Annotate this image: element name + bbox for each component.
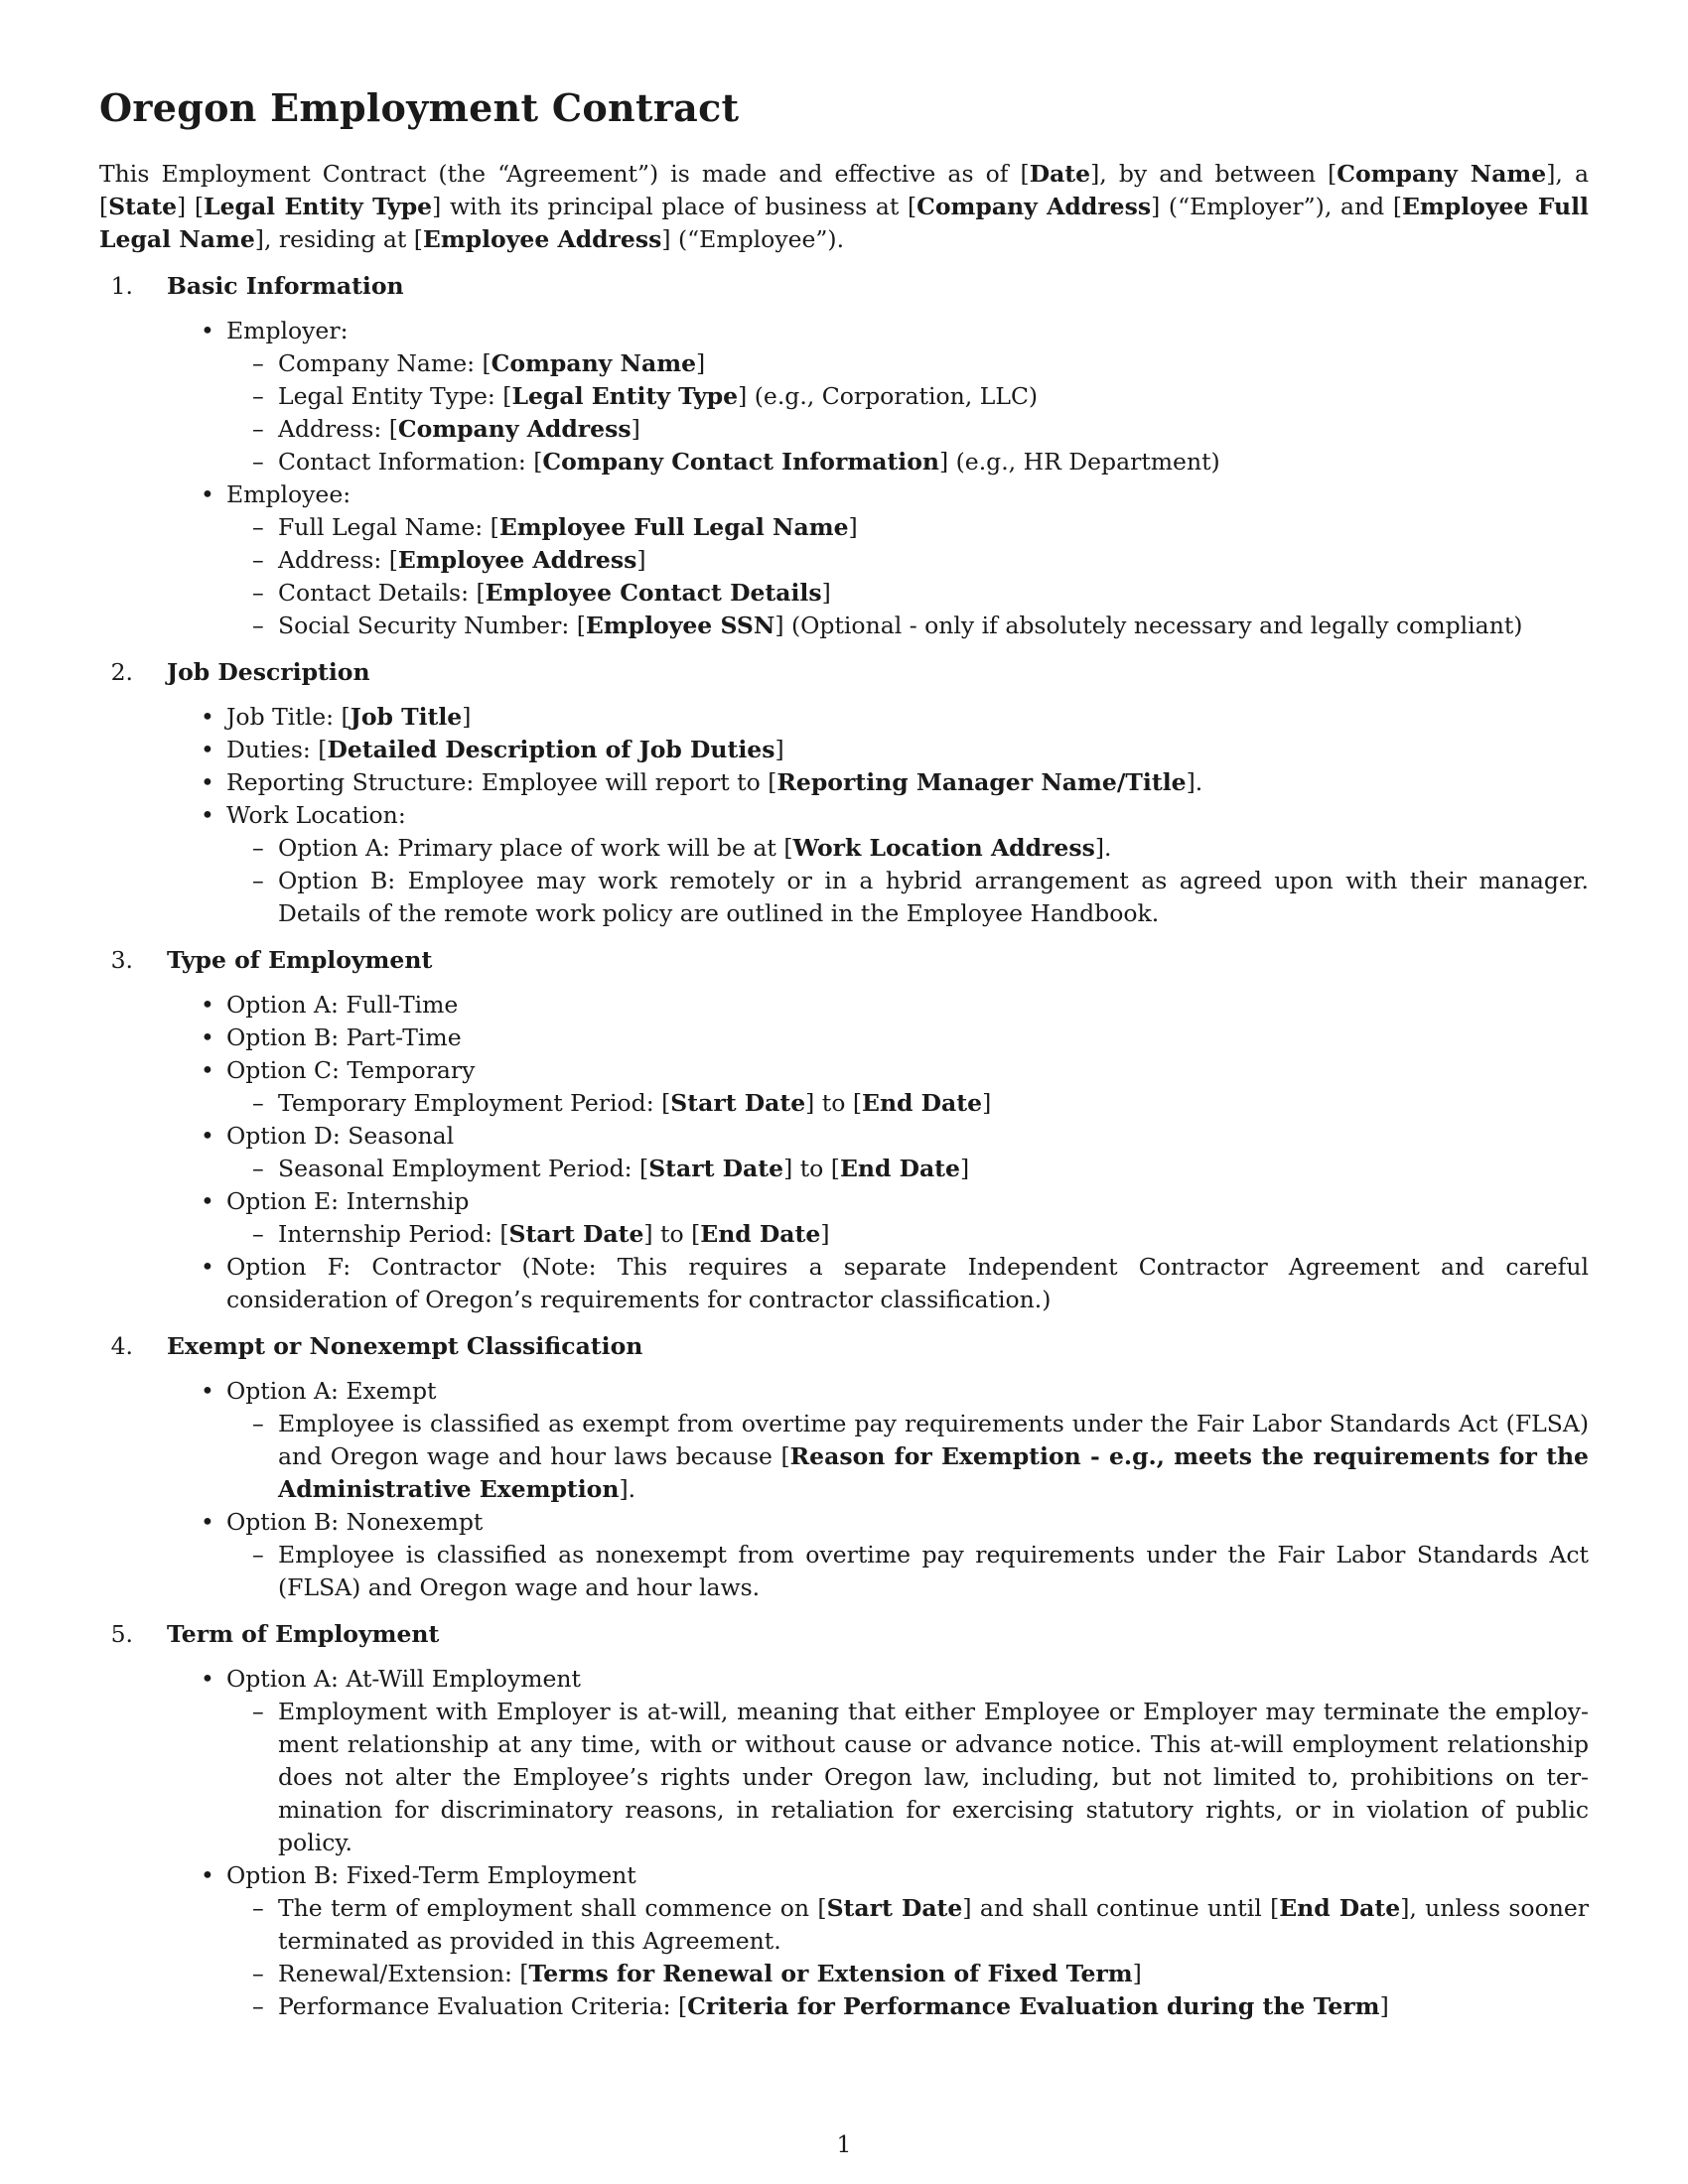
bullet-item xyxy=(226,799,1589,930)
sub-item xyxy=(278,1408,1589,1506)
placeholder-field: Employee Full Legal Name xyxy=(498,513,849,541)
bullet-list xyxy=(99,315,1589,642)
bullet-item xyxy=(226,766,1589,799)
text-run: Option B: Fixed-Term Employment xyxy=(226,1861,636,1889)
placeholder-field: Reporting Manager Name/Title xyxy=(776,768,1187,796)
text-run: Option B: Nonexempt xyxy=(226,1508,484,1536)
bullet-item xyxy=(226,1185,1589,1251)
sub-list xyxy=(226,832,1589,930)
sub-item xyxy=(278,1218,1589,1251)
text-run: ] xyxy=(462,703,472,731)
text-run: ]. xyxy=(1186,768,1203,796)
sub-item xyxy=(278,1153,1589,1185)
document-page xyxy=(99,85,1589,2023)
sub-list xyxy=(226,347,1589,478)
bullet-list xyxy=(99,701,1589,930)
sub-item xyxy=(278,511,1589,544)
section xyxy=(99,1330,1589,1604)
placeholder-field: Company Address xyxy=(916,193,1152,220)
section-title: Term of Employment xyxy=(167,1620,440,1648)
text-run: ] xyxy=(636,546,646,574)
text-run: Option A: Primary place of work will be at [ xyxy=(278,834,793,862)
placeholder-field: End Date xyxy=(700,1220,821,1248)
text-run: ] to [ xyxy=(805,1089,863,1117)
placeholder-field: Start Date xyxy=(508,1220,644,1248)
text-run: Social Security Number: [ xyxy=(278,612,586,639)
placeholder-field: Start Date xyxy=(670,1089,806,1117)
bullet-item xyxy=(226,1120,1589,1185)
sub-list xyxy=(226,511,1589,642)
text-run: ] xyxy=(1132,1960,1142,1987)
placeholder-field: Start Date xyxy=(826,1894,963,1922)
text-run: Job Title: [ xyxy=(226,703,351,731)
text-run: Option B: Employee may work remotely or in a hybrid arrangement as agreed upon with their manager. Details of the remote work policy are outlined in the Employee Handbook. xyxy=(278,867,1589,927)
bullet-item xyxy=(226,1506,1589,1604)
text-run: ], residing at [ xyxy=(254,225,423,253)
text-run: ] xyxy=(982,1089,992,1117)
bullet-item xyxy=(226,315,1589,478)
placeholder-field: Criteria for Performance Evaluation during the Term xyxy=(687,1992,1380,2020)
text-run: ] xyxy=(631,415,640,443)
text-run: Contact Information: [ xyxy=(278,448,543,476)
placeholder-field: Company Name xyxy=(1336,160,1547,188)
text-run: ] xyxy=(696,349,706,377)
placeholder-field: State xyxy=(108,193,178,220)
text-run: Employee is classified as nonexempt from overtime pay requirements under the Fair Labor Standards Act (FLSA) and Oregon wage and hour laws. xyxy=(278,1541,1589,1601)
text-run: Option A: Full-Time xyxy=(226,991,459,1019)
placeholder-field: Employee Contact Details xyxy=(485,579,822,607)
text-run: ] xyxy=(774,736,784,763)
section-title: Basic Information xyxy=(167,272,404,300)
placeholder-field: End Date xyxy=(839,1155,960,1182)
section-number: 3. xyxy=(110,946,133,974)
bullet-item xyxy=(226,734,1589,766)
intro-paragraph xyxy=(99,158,1589,256)
text-run: Option C: Temporary xyxy=(226,1056,476,1084)
sub-list xyxy=(226,1696,1589,1859)
text-run: ] (e.g., HR Department) xyxy=(938,448,1220,476)
sub-list xyxy=(226,1408,1589,1506)
bullet-list xyxy=(99,1663,1589,2023)
sub-item xyxy=(278,610,1589,642)
sub-item xyxy=(278,1990,1589,2023)
placeholder-field: Legal Entity Type xyxy=(204,193,433,220)
text-run: ], a [ xyxy=(99,160,1589,220)
section-heading xyxy=(99,270,1589,303)
section-number: 4. xyxy=(110,1332,133,1360)
sub-item xyxy=(278,446,1589,478)
sub-list xyxy=(226,1153,1589,1185)
sub-list xyxy=(226,1539,1589,1604)
section xyxy=(99,656,1589,930)
text-run: Employee is classified as exempt from overtime pay requirements under the Fair Labor Standards Act (FLSA) and Oregon wage and hour laws because [ xyxy=(278,1410,1589,1470)
text-run: Option A: At-Will Employment xyxy=(226,1665,581,1693)
sub-item xyxy=(278,1087,1589,1120)
text-run: ], unless sooner terminated as provided in this Agreement. xyxy=(278,1894,1589,1955)
section-heading xyxy=(99,1330,1589,1363)
sub-item xyxy=(278,380,1589,413)
sub-list xyxy=(226,1087,1589,1120)
section-heading xyxy=(99,1618,1589,1651)
sub-item xyxy=(278,347,1589,380)
text-run: Work Location: xyxy=(226,801,406,829)
bullet-item xyxy=(226,701,1589,734)
text-run: Renewal/Extension: [ xyxy=(278,1960,529,1987)
text-run: Option E: Internship xyxy=(226,1187,470,1215)
placeholder-field: Employee SSN xyxy=(585,612,775,639)
text-run: Employment with Employer is at-will, meaning that either Employee or Employer may terminate the employment relationship at any time, with or without cause or advance notice. This at-will employment relationship does not alter the Employee’s rights under Oregon law, including, but not limited to, prohibitions on termination for discriminatory reasons, in retaliation for exercising statutory rights, or in violation of public policy. xyxy=(278,1698,1589,1856)
text-run: ] xyxy=(848,513,858,541)
section-number: 2. xyxy=(110,658,133,686)
text-run: ] (Optional - only if absolutely necessary and legally compliant) xyxy=(774,612,1523,639)
section-heading xyxy=(99,656,1589,689)
text-run: This Employment Contract (the “Agreement”) is made and effective as of [ xyxy=(99,160,1030,188)
text-run: Company Name: [ xyxy=(278,349,492,377)
placeholder-field: Employee Address xyxy=(422,225,662,253)
text-run: ] xyxy=(821,579,831,607)
section xyxy=(99,270,1589,642)
placeholder-field: Start Date xyxy=(648,1155,784,1182)
text-run: Option F: Contractor (Note: This requires a separate Independent Contractor Agreement and careful consideration of Oregon’s requirements for contractor classification.) xyxy=(226,1253,1589,1313)
text-run: Address: [ xyxy=(278,415,398,443)
text-run: Option B: Part-Time xyxy=(226,1024,462,1051)
text-run: ] (“Employer”), and [ xyxy=(1151,193,1403,220)
text-run: Contact Details: [ xyxy=(278,579,486,607)
placeholder-field: Work Location Address xyxy=(792,834,1095,862)
placeholder-field: Job Title xyxy=(350,703,463,731)
placeholder-field: Employee Address xyxy=(397,546,637,574)
section-title: Type of Employment xyxy=(167,946,433,974)
text-run: ]. xyxy=(619,1475,636,1503)
text-run: ] (“Employee”). xyxy=(661,225,845,253)
placeholder-field: Company Address xyxy=(397,415,632,443)
text-run: ] [ xyxy=(177,193,205,220)
text-run: Reporting Structure: Employee will report to [ xyxy=(226,768,777,796)
bullet-item xyxy=(226,1054,1589,1120)
sections-list xyxy=(99,270,1589,2023)
sub-item xyxy=(278,1696,1589,1859)
placeholder-field: End Date xyxy=(1279,1894,1401,1922)
sub-list xyxy=(226,1218,1589,1251)
text-run: Performance Evaluation Criteria: [ xyxy=(278,1992,688,2020)
text-run: ] xyxy=(1379,1992,1389,2020)
text-run: ] xyxy=(820,1220,830,1248)
placeholder-field: Employee Full Legal Name xyxy=(99,193,1589,253)
placeholder-field: End Date xyxy=(862,1089,983,1117)
bullet-item xyxy=(226,1859,1589,2023)
text-run: Internship Period: [ xyxy=(278,1220,509,1248)
text-run: ] to [ xyxy=(643,1220,701,1248)
text-run: Address: [ xyxy=(278,546,398,574)
placeholder-field: Legal Entity Type xyxy=(511,382,739,410)
sub-item xyxy=(278,1958,1589,1990)
text-run: Option A: Exempt xyxy=(226,1377,437,1405)
page-number: 1 xyxy=(836,2130,852,2158)
text-run: ], by and between [ xyxy=(1090,160,1337,188)
bullet-list xyxy=(99,1375,1589,1604)
text-run: Employer: xyxy=(226,317,349,344)
text-run: ] to [ xyxy=(783,1155,840,1182)
section-number: 5. xyxy=(110,1620,133,1648)
placeholder-field: Company Name xyxy=(491,349,697,377)
text-run: ]. xyxy=(1094,834,1112,862)
section xyxy=(99,944,1589,1316)
page-title: Oregon Employment Contract xyxy=(99,85,740,130)
sub-item xyxy=(278,413,1589,446)
text-run: ] and shall continue until [ xyxy=(962,1894,1280,1922)
bullet-item xyxy=(226,1251,1589,1316)
bullet-item xyxy=(226,478,1589,642)
text-run: Full Legal Name: [ xyxy=(278,513,499,541)
text-run: ] with its principal place of business at [ xyxy=(432,193,917,220)
placeholder-field: Terms for Renewal or Extension of Fixed Term xyxy=(528,1960,1133,1987)
bullet-item xyxy=(226,989,1589,1022)
sub-item xyxy=(278,577,1589,610)
sub-item xyxy=(278,1539,1589,1604)
sub-list xyxy=(226,1892,1589,2023)
bullet-item xyxy=(226,1022,1589,1054)
bullet-list xyxy=(99,989,1589,1316)
sub-item xyxy=(278,832,1589,865)
text-run: Duties: [ xyxy=(226,736,328,763)
text-run: Seasonal Employment Period: [ xyxy=(278,1155,649,1182)
sub-item xyxy=(278,865,1589,930)
placeholder-field: Company Contact Information xyxy=(542,448,939,476)
bullet-item xyxy=(226,1663,1589,1859)
text-run: Temporary Employment Period: [ xyxy=(278,1089,671,1117)
text-run: ] xyxy=(959,1155,970,1182)
sub-item xyxy=(278,1892,1589,1958)
text-run: The term of employment shall commence on [ xyxy=(278,1894,827,1922)
text-run: Option D: Seasonal xyxy=(226,1122,455,1150)
text-run: ] (e.g., Corporation, LLC) xyxy=(738,382,1039,410)
text-run: Employee: xyxy=(226,480,352,508)
section-title: Job Description xyxy=(167,658,370,686)
placeholder-field: Reason for Exemption - e.g., meets the requirements for the Administrative Exemption xyxy=(278,1442,1589,1503)
sub-item xyxy=(278,544,1589,577)
placeholder-field: Detailed Description of Job Duties xyxy=(327,736,775,763)
placeholder-field: Date xyxy=(1029,160,1091,188)
text-run: Legal Entity Type: [ xyxy=(278,382,512,410)
bullet-item xyxy=(226,1375,1589,1506)
section xyxy=(99,1618,1589,2023)
section-number: 1. xyxy=(110,272,133,300)
section-title: Exempt or Nonexempt Classification xyxy=(167,1332,643,1360)
section-heading xyxy=(99,944,1589,977)
